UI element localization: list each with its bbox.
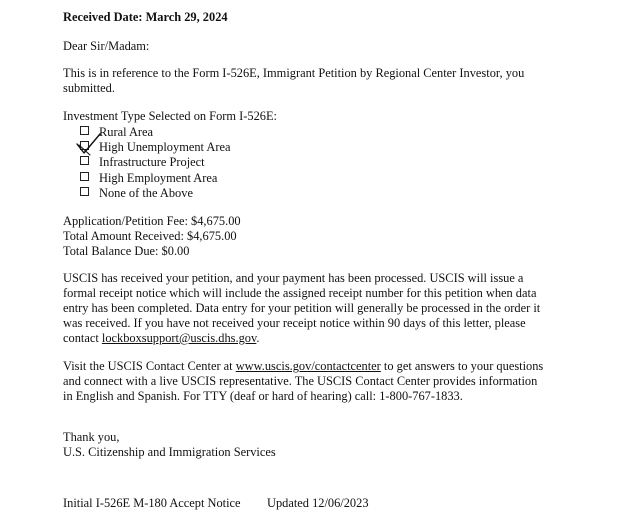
closing-thanks: Thank you, [63,430,120,444]
fee-line: Application/Petition Fee: $4,675.00 [63,214,241,228]
contact-prefix: contact [63,331,102,345]
amount-received-line: Total Amount Received: $4,675.00 [63,229,237,243]
option-high-employment-area [80,171,217,187]
lockbox-support-email-link[interactable]: lockboxsupport@uscis.dhs.gov [101,331,257,345]
body1-line-4: was received. If you have not received your receipt notice within 90 days of this letter, please [63,316,526,330]
contact-center-link[interactable]: www.uscis.gov/contactcenter [235,359,381,373]
body1-line-5 [63,331,259,347]
option-label: Rural Area [99,125,154,139]
body2-line-3: in English and Spanish. For TTY (deaf or hard of hearing) call: 1-800-767-1833. [63,389,463,403]
received-date: Received Date: March 29, 2024 [63,10,228,24]
option-label: Infrastructure Project [99,155,205,169]
checkbox-icon [80,187,89,196]
option-label: None of the Above [99,186,193,200]
checkbox-icon [80,172,89,181]
body1-line-3: entry has been completed. Data entry for your petition will generally be processed in the order it [63,301,541,315]
visit-prefix: Visit the USCIS Contact Center at [63,359,236,373]
footer-updated: Updated 12/06/2023 [267,496,369,510]
balance-due-line: Total Balance Due: $0.00 [63,244,190,258]
check-mark-icon [74,132,104,158]
body2-line-2: and connect with a live USCIS representative. The USCIS Contact Center provides information [63,374,538,388]
investment-heading: Investment Type Selected on Form I-526E: [63,109,277,123]
intro-line-2: submitted. [63,81,115,95]
salutation: Dear Sir/Madam: [63,39,150,53]
body2-line-1 [63,359,543,375]
body1-line-2: formal receipt notice which will include the assigned receipt number for this petition when data [63,286,537,300]
option-label: High Employment Area [99,171,218,185]
visit-suffix: to get answers to your questions [380,359,544,373]
contact-suffix: . [256,331,260,345]
footer-form-name: Initial I-526E M-180 Accept Notice [63,496,241,510]
closing-signature: U.S. Citizenship and Immigration Services [63,445,276,459]
option-label: High Unemployment Area [99,140,231,154]
body1-line-1: USCIS has received your petition, and your payment has been processed. USCIS will issue a [63,271,524,285]
intro-line-1: This is in reference to the Form I-526E, Immigrant Petition by Regional Center Investor, you [63,66,525,80]
option-none-of-the-above [80,186,193,202]
